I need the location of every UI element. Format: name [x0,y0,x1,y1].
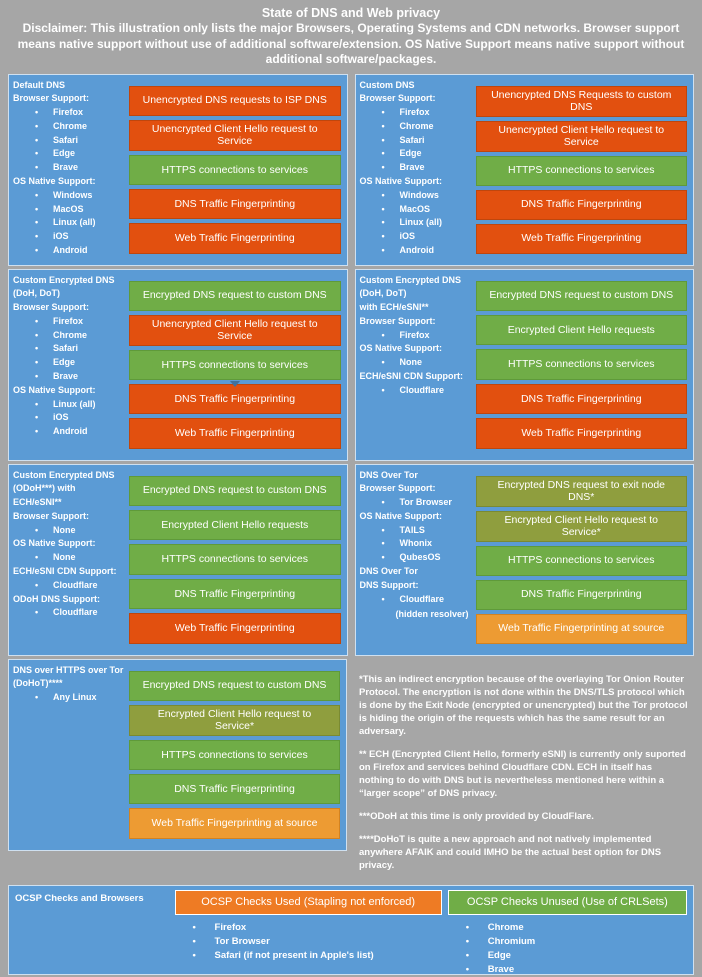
panel-title-line: Default DNS [13,79,66,90]
support-item: • Cloudflare [360,384,474,398]
support-item: • Linux (all) [13,216,127,230]
bars-column [474,273,690,457]
ocsp-used-list [175,921,442,963]
status-bar: DNS Traffic Fingerprinting [129,384,341,414]
ocsp-unused-column [448,890,687,975]
panel-custom-encrypted-dns-with-ech [355,269,695,461]
status-bar: Encrypted DNS request to custom DNS [129,671,340,701]
bars-column [127,468,343,652]
section-label: Browser Support: [13,93,90,104]
panel-custom-encrypted-dns-odoh [8,464,348,656]
panel-title-line: (DoH, DoT) [359,288,407,299]
support-item: • Windows [360,189,474,203]
panel-title-line: (ODoH***) with [13,483,76,494]
support-item: • Linux (all) [360,216,474,230]
status-bar: DNS Traffic Fingerprinting [129,189,341,219]
list-item: • Tor Browser [175,935,442,949]
status-bar: HTTPS connections to services [129,544,341,574]
support-item: • Whonix [360,537,474,551]
footnote-2: ** ECH (Encrypted Client Hello, formerly eSNI) is currently only suported on Firefox and services behind Cloudflare CDN. ECH in itself has nothing to do with DNS but is nevertheless mentioned here within a “larger scope” of DNS privacy. [359,748,686,799]
support-item: • Edge [360,147,474,161]
support-item: • iOS [13,230,127,244]
status-bar: HTTPS connections to services [476,546,688,576]
status-bar: DNS Traffic Fingerprinting [476,580,688,610]
status-bar: Unencrypted Client Hello request to Service [476,121,688,152]
panel-row-2 [8,269,694,461]
page-title: State of DNS and Web privacy [261,6,441,20]
support-item: • None [13,524,127,538]
support-item: • Brave [13,161,127,175]
footnotes [354,659,694,882]
section-label: OS Native Support: [13,176,96,187]
section-label: OS Native Support: [359,510,443,521]
panel-grid [0,74,702,882]
support-item: • Android [13,244,127,258]
status-bar: DNS Traffic Fingerprinting [476,190,688,220]
support-item: • Edge [13,356,127,370]
status-bar: HTTPS connections to services [129,740,340,770]
panel-dns-over-tor [355,464,695,656]
status-bar: Unencrypted Client Hello request to Service [129,120,341,151]
panel-row-1 [8,74,694,266]
bars-column [127,78,343,262]
section-label: DNS Over Tor [359,566,418,577]
status-bar: Web Traffic Fingerprinting [476,224,688,254]
ocsp-unused-list [448,921,687,977]
status-bar: Encrypted Client Hello requests [476,315,688,345]
section-label: Browser Support: [359,93,436,104]
panel-custom-encrypted-dns-odoh-info [13,468,127,652]
panel-custom-dns [355,74,695,266]
status-bar: Encrypted DNS request to exit node DNS* [476,476,688,507]
section-label: OS Native Support: [13,538,96,549]
support-item: • None [13,551,127,565]
section-label: Browser Support: [359,315,436,326]
status-bar: DNS Traffic Fingerprinting [476,384,688,414]
status-bar: Web Traffic Fingerprinting at source [129,808,340,838]
section-label: OS Native Support: [13,384,96,395]
support-item: • Android [360,244,474,258]
section-label: Browser Support: [13,302,90,313]
status-bar: Unencrypted Client Hello request to Service [129,315,341,346]
list-item: • Firefox [175,921,442,935]
support-item: • Any Linux [13,691,127,705]
panel-title-line: ECH/eSNI** [13,497,62,508]
panel-custom-encrypted-dns-doh-dot [8,269,348,461]
status-bar: Encrypted DNS request to custom DNS [129,476,341,506]
status-bar: HTTPS connections to services [476,349,688,379]
support-item: • Edge [13,147,127,161]
status-bar: Web Traffic Fingerprinting at source [476,614,688,644]
panel-title-line: Custom Encrypted DNS [13,274,115,285]
panel-title-line: (DoHoT)**** [13,678,63,689]
ocsp-unused-header: OCSP Checks Unused (Use of CRLSets) [448,890,687,915]
support-item: • Cloudflare [13,606,127,620]
status-bar: Web Traffic Fingerprinting [129,418,341,448]
support-item: • Windows [13,189,127,203]
footnote-1: *This an indirect encryption because of the overlaying Tor Onion Router Protocol. The encryption is not done within the DNS/TLS protocol which is done by the Exit Node (encrypted or unencrypted) but the Tor protocol is hiding the origin of the requests which has the same result for an adversary. [359,673,688,737]
support-item: • MacOS [360,203,474,217]
ocsp-used-header: OCSP Checks Used (Stapling not enforced) [175,890,442,915]
panel-title-line: (DoH, DoT) [13,288,60,299]
panel-row-4 [8,659,694,882]
panel-custom-encrypted-dns-with-ech-info [360,273,474,457]
bars-column [127,273,343,457]
panel-dns-over-https-over-tor-info [13,663,127,847]
status-bar: HTTPS connections to services [476,156,688,186]
support-item: • TAILS [360,524,474,538]
support-item: • Linux (all) [13,398,127,412]
disclaimer-text: Disclaimer: This illustration only lists the major Browsers, Operating Systems and CDN networks. Browser support means native support without use of additional software/extension. OS Native Support means native support without additional software/packages. [17,21,685,66]
section-label: OS Native Support: [359,176,443,187]
support-item: • MacOS [13,203,127,217]
support-item: • Safari [13,134,127,148]
panel-custom-dns-info [360,78,474,262]
panel-title-line: with ECH/eSNI** [359,302,429,313]
section-label: DNS Support: [359,579,419,590]
panel-default-dns [8,74,348,266]
support-item: • QubesOS [360,551,474,565]
list-item: • Safari (if not present in Apple's list) [175,949,442,963]
support-item: • Firefox [13,315,127,329]
support-item: • None [360,356,474,370]
support-item: (hidden resolver) [395,609,469,620]
status-bar: HTTPS connections to services [129,155,341,185]
status-bar: Encrypted Client Hello requests [129,510,341,540]
panel-row-3 [8,464,694,656]
bars-column [474,468,690,652]
support-item: • Tor Browser [360,496,474,510]
support-item: • Brave [360,161,474,175]
ocsp-panel [8,885,694,975]
footnote-4: ****DoHoT is quite a new approach and not natively implemented anywhere AFAIK and could IMHO be the actual best option for DNS privacy. [359,833,662,871]
panel-title-line: DNS Over Tor [359,469,418,480]
support-item: • Chrome [13,120,127,134]
panel-dns-over-https-over-tor [8,659,347,851]
support-item: • Android [13,425,127,439]
status-bar: DNS Traffic Fingerprinting [129,579,341,609]
bars-column [474,78,690,262]
list-item: • Brave [448,963,687,977]
panel-title-line: Custom DNS [359,79,415,90]
support-item: • Cloudflare [360,593,474,607]
status-bar: Encrypted Client Hello request to Service* [129,705,340,736]
section-label: ECH/eSNI CDN Support: [13,566,117,577]
status-bar: Encrypted DNS request to custom DNS [476,281,688,311]
support-item: • Firefox [360,106,474,120]
list-item: • Chrome [448,921,687,935]
panel-dns-over-tor-info [360,468,474,652]
support-item: • iOS [13,411,127,425]
support-item: • Chrome [13,329,127,343]
page-header [0,0,702,72]
status-bar: Web Traffic Fingerprinting [129,223,341,253]
list-item: • Chromium [448,935,687,949]
status-bar: Unencrypted DNS requests to ISP DNS [129,86,341,116]
status-bar: Web Traffic Fingerprinting [129,613,341,643]
status-bar: Encrypted Client Hello request to Service* [476,511,688,542]
support-item: • Firefox [13,106,127,120]
panel-title-line: Custom Encrypted DNS [359,274,462,285]
section-label: Browser Support: [13,510,90,521]
panel-default-dns-info [13,78,127,262]
support-item: • Cloudflare [13,579,127,593]
panel-title-line: DNS over HTTPS over Tor [13,664,124,675]
status-bar: Web Traffic Fingerprinting [476,418,688,448]
support-item: • Safari [13,342,127,356]
section-label: ODoH DNS Support: [13,593,100,604]
support-item: • Firefox [360,329,474,343]
support-item: • Brave [13,370,127,384]
status-bar: DNS Traffic Fingerprinting [129,774,340,804]
ocsp-used-column [175,890,442,970]
support-item: • Safari [360,134,474,148]
section-label: OS Native Support: [359,343,443,354]
status-bar: Encrypted DNS request to custom DNS [129,281,341,311]
support-item: • Chrome [360,120,474,134]
panel-title-line: Custom Encrypted DNS [13,469,115,480]
status-bar: HTTPS connections to services [129,350,341,380]
section-label: ECH/eSNI CDN Support: [359,371,463,382]
support-item: • iOS [360,230,474,244]
ocsp-panel-label: OCSP Checks and Browsers [15,892,144,904]
footnote-3: ***ODoH at this time is only provided by CloudFlare. [359,810,594,822]
bars-column [127,663,342,847]
panel-custom-encrypted-dns-doh-dot-info [13,273,127,457]
status-bar: Unencrypted DNS Requests to custom DNS [476,86,688,117]
list-item: • Edge [448,949,687,963]
section-label: Browser Support: [359,483,436,494]
